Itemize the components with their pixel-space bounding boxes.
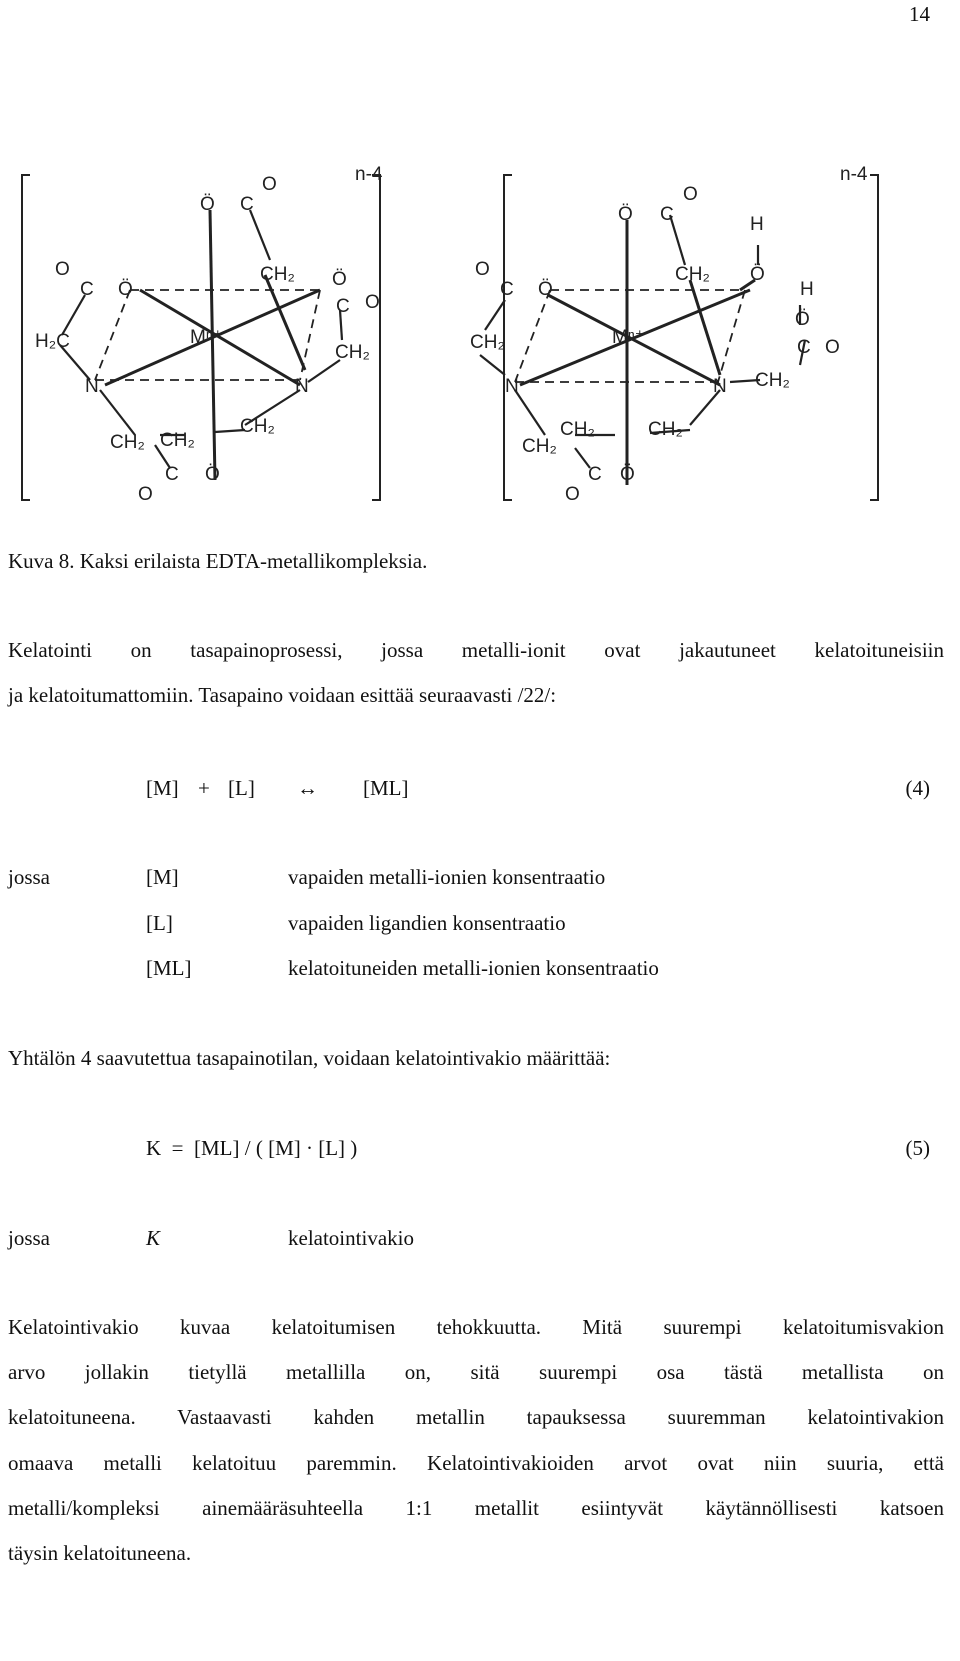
- edta-complex-figure: [0, 150, 960, 520]
- svg-text:C: C: [336, 296, 350, 317]
- defs4-symbol-L: [L]: [146, 911, 173, 935]
- svg-text:Ö: Ö: [750, 264, 765, 285]
- svg-text:C: C: [80, 279, 94, 300]
- svg-text:O: O: [262, 174, 277, 195]
- figure-caption: Kuva 8. Kaksi erilaista EDTA-metallikompleksia.: [8, 549, 428, 573]
- svg-text:CH₂: CH₂: [260, 264, 295, 285]
- svg-text:CH₂: CH₂: [560, 419, 595, 440]
- svg-text:Ö: Ö: [620, 464, 635, 485]
- svg-text:CH₂: CH₂: [648, 419, 683, 440]
- left-metal-label: Mⁿ⁺: [190, 327, 223, 348]
- defs4-desc-ML: kelatoituneiden metalli-ionien konsentraatio: [288, 956, 659, 980]
- svg-text:H₂C: H₂C: [35, 331, 70, 352]
- svg-text:H: H: [800, 279, 814, 300]
- svg-text:CH₂: CH₂: [755, 370, 790, 391]
- svg-text:N: N: [713, 376, 727, 397]
- final-paragraph: Kelatointivakio kuvaa kelatoitumisen tehokkuutta. Mitä suurempi kelatoitumisvakion arvo jollakin tietyllä metallilla on, sitä suurempi osa tästä metallista on kelatoituneena. Vastaavasti kahden metallin tapauksessa suuremman kelatointivakion omaava metalli kelatoituu paremmin. Kelatointivakioiden arvot ovat niin suuria, että metalli/kompleksi ainemääräsuhteella 1:1 metallit esiintyvät käytännöllisesti katsoen täysin kelatoituneena.: [8, 1315, 944, 1566]
- svg-text:Ö: Ö: [795, 309, 810, 330]
- defs5-desc: kelatointivakio: [288, 1226, 414, 1250]
- eq4-plus: +: [198, 776, 210, 800]
- right-metal-label: Mⁿ⁺: [612, 327, 645, 348]
- left-charge-label: n-4: [355, 164, 383, 185]
- eq4-arrow: ↔: [297, 776, 318, 800]
- svg-text:CH₂: CH₂: [160, 430, 195, 451]
- svg-text:O: O: [365, 292, 380, 313]
- svg-text:C: C: [240, 194, 254, 215]
- svg-text:C: C: [588, 464, 602, 485]
- svg-text:Ö: Ö: [200, 194, 215, 215]
- svg-text:Ö: Ö: [205, 464, 220, 485]
- right-complex-labels: [470, 164, 868, 505]
- svg-text:O: O: [55, 259, 70, 280]
- svg-text:N: N: [295, 376, 309, 397]
- eq4-lhs2: [L]: [228, 776, 255, 800]
- defs5-jossa: jossa: [8, 1226, 50, 1250]
- eq5-number: (5): [905, 1136, 930, 1160]
- intro-paragraph: Kelatointi on tasapainoprosessi, jossa metalli-ionit ovat jakautuneet kelatoituneisiin ja kelatoitumattomiin. Tasapaino voidaan esittää seuraavasti /22/:: [8, 638, 944, 708]
- svg-text:C: C: [660, 204, 674, 225]
- after-defs-text: Yhtälön 4 saavutettua tasapainotilan, voidaan kelatointivakio määrittää:: [8, 1046, 611, 1070]
- eq5-expression: K = [ML] / ( [M] · [L] ): [146, 1136, 358, 1160]
- eq4-rhs: [ML]: [363, 776, 409, 800]
- svg-text:O: O: [475, 259, 490, 280]
- defs4-jossa: jossa: [8, 865, 50, 889]
- right-charge-label: n-4: [840, 164, 868, 185]
- eq4-number: (4): [905, 776, 930, 800]
- svg-text:C: C: [500, 279, 514, 300]
- svg-text:Ö: Ö: [332, 269, 347, 290]
- page-number: 14: [909, 2, 930, 26]
- svg-text:Ö: Ö: [538, 279, 553, 300]
- svg-text:O: O: [683, 184, 698, 205]
- svg-text:N: N: [85, 376, 99, 397]
- svg-text:C: C: [797, 337, 811, 358]
- svg-text:H: H: [750, 214, 764, 235]
- svg-text:O: O: [565, 484, 580, 505]
- defs4-desc-M: vapaiden metalli-ionien konsentraatio: [288, 865, 606, 889]
- svg-text:CH₂: CH₂: [240, 416, 275, 437]
- svg-text:Ö: Ö: [118, 279, 133, 300]
- svg-text:O: O: [825, 337, 840, 358]
- svg-text:N: N: [505, 376, 519, 397]
- defs4-desc-L: vapaiden ligandien konsentraatio: [288, 911, 566, 935]
- defs4-symbol-ML: [ML]: [146, 956, 192, 980]
- defs5-symbol: K: [146, 1226, 161, 1250]
- svg-text:C: C: [165, 464, 179, 485]
- svg-text:CH₂: CH₂: [675, 264, 710, 285]
- svg-text:CH₂: CH₂: [110, 432, 145, 453]
- svg-text:CH₂: CH₂: [470, 332, 505, 353]
- svg-text:O: O: [138, 484, 153, 505]
- svg-text:CH₂: CH₂: [522, 436, 557, 457]
- svg-text:Ö: Ö: [618, 204, 633, 225]
- eq4-lhs1: [M]: [146, 776, 179, 800]
- svg-text:CH₂: CH₂: [335, 342, 370, 363]
- defs4-symbol-M: [M]: [146, 865, 179, 889]
